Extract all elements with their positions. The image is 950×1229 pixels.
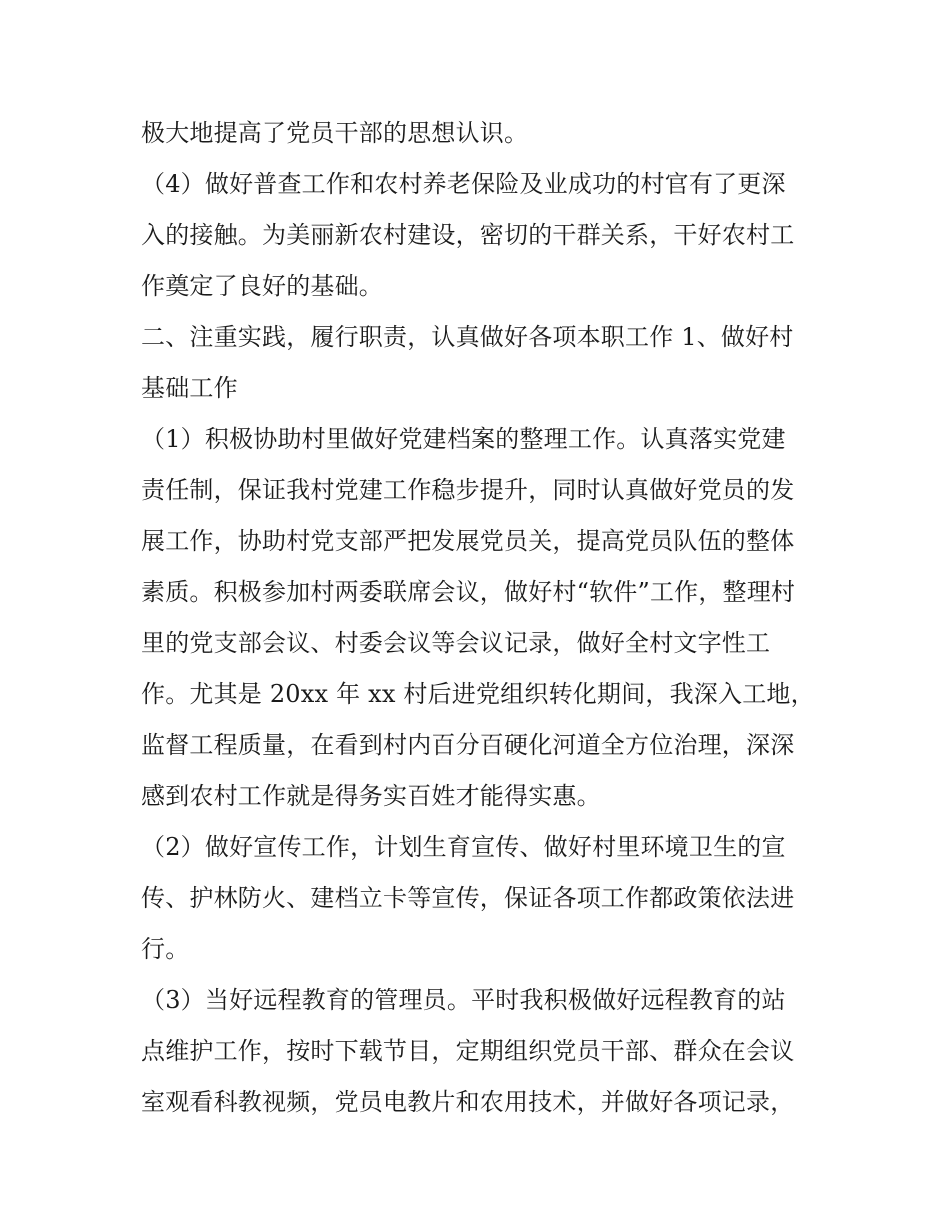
text-line: 素质。积极参加村两委联席会议，做好村“软件”工作，整理村 xyxy=(141,578,796,606)
text-line: 里的党支部会议、村委会议等会议记录，做好全村文字性工 xyxy=(141,629,771,657)
text-line: （3）当好远程教育的管理员。平时我积极做好远程教育的站 xyxy=(141,986,786,1014)
text-line: （2）做好宣传工作，计划生育宣传、做好村里环境卫生的宣 xyxy=(141,833,786,861)
text-line: （1）积极协助村里做好党建档案的整理工作。认真落实党建 xyxy=(141,425,786,453)
document-body xyxy=(141,108,821,1128)
text-line: 行。 xyxy=(141,935,190,963)
text-line: 监督工程质量，在看到村内百分百硬化河道全方位治理，深深 xyxy=(141,731,795,759)
text-line: 感到农村工作就是得务实百姓才能得实惠。 xyxy=(141,782,601,810)
text-line: 入的接触。为美丽新农村建设，密切的干群关系，干好农村工 xyxy=(141,221,795,249)
text-line: 点维护工作，按时下载节目，定期组织党员干部、群众在会议 xyxy=(141,1037,795,1065)
text-line: 责任制，保证我村党建工作稳步提升，同时认真做好党员的发 xyxy=(141,476,795,504)
text-line: 二、注重实践，履行职责，认真做好各项本职工作 1、做好村 xyxy=(141,323,794,351)
text-line: 作奠定了良好的基础。 xyxy=(141,272,383,300)
text-line: 极大地提高了党员干部的思想认识。 xyxy=(141,119,529,147)
text-line: 作。尤其是 20xx 年 xx 村后进党组织转化期间，我深入工地， xyxy=(141,680,815,708)
text-line: 室观看科教视频，党员电教片和农用技术，并做好各项记录， xyxy=(141,1088,795,1116)
text-line: 展工作，协助村党支部严把发展党员关，提高党员队伍的整体 xyxy=(141,527,795,555)
text-line: （4）做好普查工作和农村养老保险及业成功的村官有了更深 xyxy=(141,170,786,198)
text-line: 基础工作 xyxy=(141,374,238,402)
text-line: 传、护林防火、建档立卡等宣传，保证各项工作都政策依法进 xyxy=(141,884,795,912)
